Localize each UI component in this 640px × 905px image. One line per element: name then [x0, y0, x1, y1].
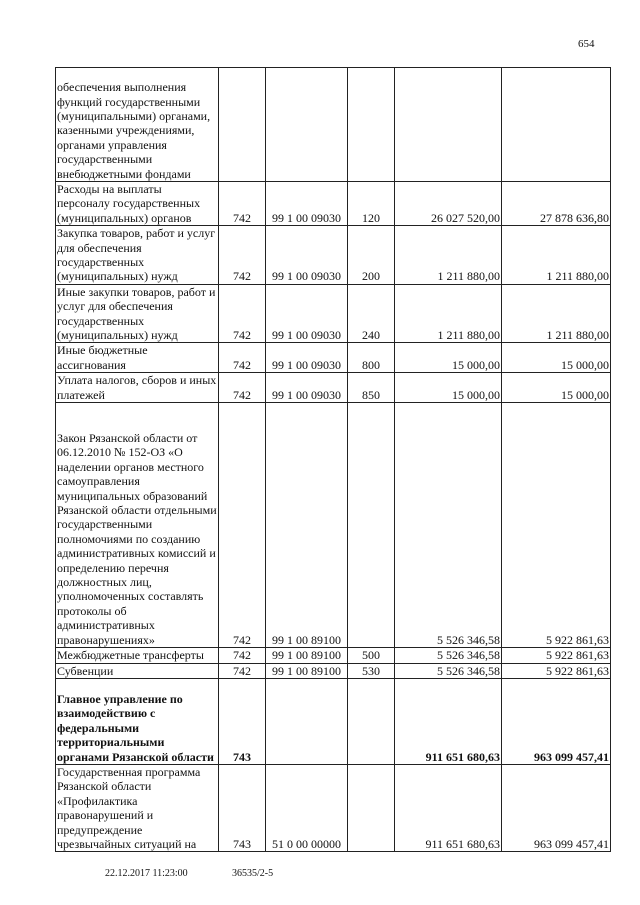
cell-name: Субвенции: [56, 663, 219, 678]
cell-sum-2020: 963 099 457,41: [502, 764, 611, 851]
cell-sum-2019: 5 526 346,58: [395, 403, 502, 648]
cell-name: Закон Рязанской области от 06.12.2010 № 152-ОЗ «О наделении органов местного самоуправления муниципальных образований Рязанской области отдельными государственными полномочиями по созданию административных комиссий и определению перечня должностных лиц, уполномоченных составлять протоколы об административных правонарушениях»: [56, 403, 219, 648]
table-row: [56, 403, 611, 648]
table-row: [56, 373, 611, 403]
cell-sum-2020: 5 922 861,63: [502, 648, 611, 663]
cell-ved: 742: [219, 182, 266, 226]
cell-vr: 530: [348, 663, 395, 678]
cell-ved: 743: [219, 678, 266, 764]
cell-csr: 99 1 00 09030: [266, 343, 348, 373]
cell-sum-2020: 15 000,00: [502, 373, 611, 403]
cell-name: Главное управление по взаимодействию с федеральными территориальными органами Рязанской области: [56, 678, 219, 764]
cell-name: Иные бюджетные ассигнования: [56, 343, 219, 373]
cell-name: Межбюджетные трансферты: [56, 648, 219, 663]
cell-vr: 200: [348, 226, 395, 285]
table-row: [56, 343, 611, 373]
cell-sum-2019: 1 211 880,00: [395, 284, 502, 343]
cell-name: Государственная программа Рязанской области «Профилактика правонарушений и предупреждение чрезвычайных ситуаций на: [56, 764, 219, 851]
cell-ved: 742: [219, 648, 266, 663]
cell-ved: 742: [219, 284, 266, 343]
cell-sum-2020: 1 211 880,00: [502, 226, 611, 285]
cell-sum-2019: 15 000,00: [395, 343, 502, 373]
cell-name: Уплата налогов, сборов и иных платежей: [56, 373, 219, 403]
cell-vr: 800: [348, 343, 395, 373]
cell-sum-2019: [395, 68, 502, 182]
cell-sum-2019: 1 211 880,00: [395, 226, 502, 285]
cell-sum-2019: 26 027 520,00: [395, 182, 502, 226]
cell-csr: 99 1 00 09030: [266, 284, 348, 343]
table-row: [56, 663, 611, 678]
cell-ved: 742: [219, 343, 266, 373]
cell-name: Закупка товаров, работ и услуг для обеспечения государственных (муниципальных) нужд: [56, 226, 219, 285]
table-row: [56, 678, 611, 764]
cell-vr: [348, 678, 395, 764]
cell-vr: [348, 764, 395, 851]
print-timestamp: 22.12.2017 11:23:00: [105, 868, 188, 879]
cell-ved: [219, 68, 266, 182]
cell-sum-2020: [502, 68, 611, 182]
cell-sum-2019: 911 651 680,63: [395, 678, 502, 764]
cell-vr: 500: [348, 648, 395, 663]
table-row: [56, 764, 611, 851]
cell-ved: 742: [219, 403, 266, 648]
cell-name: Иные закупки товаров, работ и услуг для обеспечения государственных (муниципальных) нужд: [56, 284, 219, 343]
cell-ved: 742: [219, 226, 266, 285]
cell-vr: 240: [348, 284, 395, 343]
cell-csr: 99 1 00 09030: [266, 226, 348, 285]
cell-csr: 51 0 00 00000: [266, 764, 348, 851]
table-row: [56, 182, 611, 226]
cell-sum-2020: 5 922 861,63: [502, 663, 611, 678]
document-id: 36535/2-5: [232, 868, 274, 879]
cell-sum-2019: 5 526 346,58: [395, 648, 502, 663]
cell-csr: [266, 678, 348, 764]
cell-sum-2020: 27 878 636,80: [502, 182, 611, 226]
cell-vr: 120: [348, 182, 395, 226]
cell-vr: 850: [348, 373, 395, 403]
cell-sum-2019: 5 526 346,58: [395, 663, 502, 678]
table-body: [56, 68, 611, 852]
cell-sum-2019: 911 651 680,63: [395, 764, 502, 851]
cell-csr: 99 1 00 89100: [266, 648, 348, 663]
table-row: [56, 226, 611, 285]
cell-ved: 742: [219, 663, 266, 678]
cell-sum-2020: 15 000,00: [502, 343, 611, 373]
table-row: [56, 284, 611, 343]
page-number: 654: [578, 38, 595, 50]
cell-ved: 743: [219, 764, 266, 851]
table-row: [56, 648, 611, 663]
cell-csr: [266, 68, 348, 182]
budget-table: [55, 67, 611, 852]
table-row: [56, 68, 611, 182]
cell-vr: [348, 68, 395, 182]
cell-name: обеспечения выполнения функций государственными (муниципальными) органами, казенными учреждениями, органами управления государственными внебюджетными фондами: [56, 68, 219, 182]
cell-name: Расходы на выплаты персоналу государственных (муниципальных) органов: [56, 182, 219, 226]
cell-sum-2020: 5 922 861,63: [502, 403, 611, 648]
cell-csr: 99 1 00 09030: [266, 373, 348, 403]
cell-sum-2020: 1 211 880,00: [502, 284, 611, 343]
cell-sum-2020: 963 099 457,41: [502, 678, 611, 764]
cell-vr: [348, 403, 395, 648]
cell-ved: 742: [219, 373, 266, 403]
cell-csr: 99 1 00 89100: [266, 663, 348, 678]
cell-csr: 99 1 00 09030: [266, 182, 348, 226]
cell-csr: 99 1 00 89100: [266, 403, 348, 648]
cell-sum-2019: 15 000,00: [395, 373, 502, 403]
